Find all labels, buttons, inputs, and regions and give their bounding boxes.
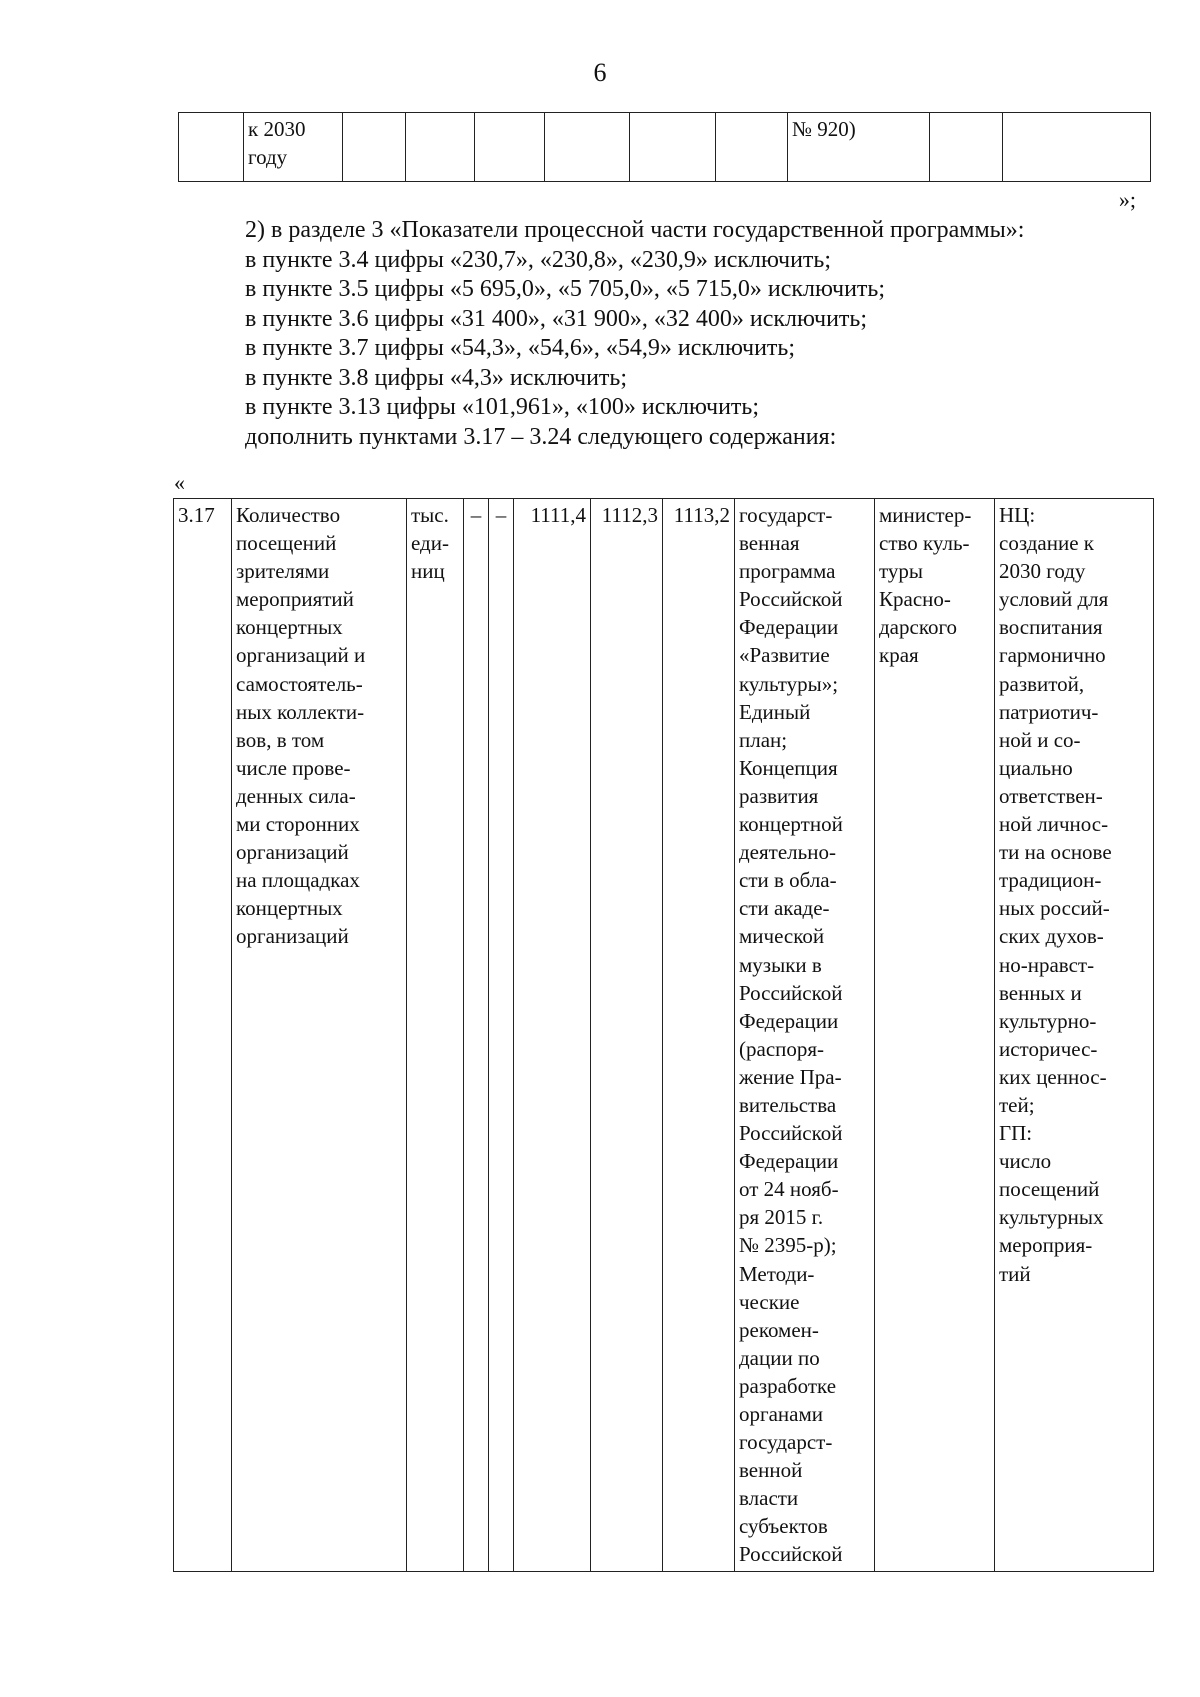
value-year-3: 1113,2 xyxy=(663,499,735,1572)
row-number: 3.17 xyxy=(174,499,232,1572)
base-value-dash: – xyxy=(464,499,489,1572)
cell-line: организаций xyxy=(236,924,349,949)
cell-line: ниц xyxy=(411,559,445,584)
cell-line: ных коллекти- xyxy=(236,699,365,724)
cell-line: ря 2015 г. xyxy=(739,1205,824,1230)
value-year-1: 1111,4 xyxy=(514,499,591,1572)
value-year-2: 1112,3 xyxy=(591,499,663,1572)
cell-line: (распоря- xyxy=(739,1036,825,1061)
cell-line: концертных xyxy=(236,896,343,921)
cell-line: министер- xyxy=(879,503,972,527)
cell-line: гармонично xyxy=(999,643,1106,668)
cell-line: Федерации xyxy=(739,1149,839,1174)
page-number: 6 xyxy=(593,58,607,87)
cell-line: рекомен- xyxy=(739,1317,819,1342)
cell-line: венных и xyxy=(999,980,1082,1005)
cell-line: число xyxy=(999,1149,1052,1174)
closing-quote: »; xyxy=(1118,187,1136,212)
cell-line: тей; xyxy=(999,1092,1035,1117)
cell-line: культуры»; xyxy=(739,671,839,696)
cell-line: государст- xyxy=(739,1430,833,1455)
cell-line: Концепция xyxy=(739,755,838,780)
cell-line: ной и со- xyxy=(999,727,1081,752)
text-line: в пункте 3.6 цифры «31 400», «31 900», «32 400» исключить; xyxy=(245,305,868,332)
cell-line: ми сторонних xyxy=(236,812,360,837)
cell-line: сти акаде- xyxy=(739,896,830,921)
text-line: в пункте 3.7 цифры «54,3», «54,6», «54,9» исключить; xyxy=(245,335,796,361)
continuation-table xyxy=(178,112,1151,182)
cell-line: музыки в xyxy=(739,952,822,977)
cell-line: венной xyxy=(739,1458,803,1483)
cell-line: мероприя- xyxy=(999,1233,1093,1258)
top-cell-ref: № 920) xyxy=(788,113,930,182)
cell-line: субъектов xyxy=(739,1514,828,1539)
cell-line: Федерации xyxy=(739,615,839,640)
cell-line: № 2395-р); xyxy=(739,1233,837,1258)
cell-line: государст- xyxy=(739,503,833,527)
cell-line: воспитания xyxy=(999,615,1103,640)
indicators-table xyxy=(173,498,1154,1572)
source-document xyxy=(735,499,875,1572)
cell-line: еди- xyxy=(411,531,449,556)
base-year-dash: – xyxy=(489,499,514,1572)
text-line: в пункте 3.5 цифры «5 695,0», «5 705,0», «5 715,0» исключить; xyxy=(245,276,886,302)
goal-link xyxy=(995,499,1154,1572)
cell-line: историчес- xyxy=(999,1036,1098,1061)
cell-line: ских духов- xyxy=(999,924,1104,949)
opening-quote: « xyxy=(174,470,185,495)
cell-line: 2030 году xyxy=(999,559,1086,584)
cell-line: дации по xyxy=(739,1345,820,1370)
cell-line: деятельно- xyxy=(739,840,836,865)
cell-line: «Развитие xyxy=(739,643,830,668)
cell-line: вов, в том xyxy=(236,727,325,752)
top-cell-1 xyxy=(179,113,244,182)
cell-line: ких ценнос- xyxy=(999,1064,1107,1089)
cell-line: разработке xyxy=(739,1373,837,1398)
text-line: в пункте 3.4 цифры «230,7», «230,8», «230,9» исключить; xyxy=(245,246,832,273)
cell-line: условий для xyxy=(999,587,1109,612)
cell-line: самостоятель- xyxy=(236,671,363,696)
cell-line: ти на основе xyxy=(999,840,1112,865)
indicator-name xyxy=(232,499,407,1572)
cell-line: от 24 нояб- xyxy=(739,1177,839,1202)
cell-line: посещений xyxy=(999,1177,1100,1202)
cell-line: ных россий- xyxy=(999,896,1110,921)
cell-line: мероприятий xyxy=(236,587,354,612)
text-line: в пункте 3.13 цифры «101,961», «100» исключить; xyxy=(245,394,760,420)
cell-line: тыс. xyxy=(411,503,449,527)
cell-line: организаций xyxy=(236,840,349,865)
cell-line: Методи- xyxy=(739,1261,815,1286)
cell-line: Единый xyxy=(739,699,811,724)
cell-line: культурно- xyxy=(999,1008,1097,1033)
unit-cell xyxy=(407,499,464,1572)
cell-line: Российской xyxy=(739,1542,843,1567)
cell-line: традицион- xyxy=(999,868,1102,893)
cell-line: числе прове- xyxy=(236,755,351,780)
cell-line: развитой, xyxy=(999,671,1085,696)
cell-line: Российской xyxy=(739,1121,843,1146)
cell-line: жение Пра- xyxy=(739,1064,842,1089)
cell-line: власти xyxy=(739,1486,799,1511)
cell-line: Российской xyxy=(739,980,843,1005)
cell-line: денных сила- xyxy=(236,783,356,808)
cell-line: края xyxy=(879,643,919,668)
cell-line: Красно- xyxy=(879,587,951,612)
responsible-body xyxy=(875,499,995,1572)
cell-line: ГП: xyxy=(999,1121,1033,1146)
cell-line: концертной xyxy=(739,812,843,837)
cell-line: программа xyxy=(739,559,836,584)
cell-line: зрителями xyxy=(236,559,330,584)
cell-line: план; xyxy=(739,727,788,752)
cell-line: вительства xyxy=(739,1092,837,1117)
cell-line: Федерации xyxy=(739,1008,839,1033)
cell-line: туры xyxy=(879,559,924,584)
cell-line: ство куль- xyxy=(879,531,970,556)
cell-line: Российской xyxy=(739,587,843,612)
cell-line: циально xyxy=(999,755,1073,780)
cell-line: создание к xyxy=(999,531,1094,556)
cell-line: посещений xyxy=(236,531,337,556)
cell-line: ной личнос- xyxy=(999,812,1109,837)
top-cell-year: к 2030 году xyxy=(244,113,343,182)
cell-line: органами xyxy=(739,1402,824,1426)
cell-line: дарского xyxy=(879,615,958,640)
cell-line: тий xyxy=(999,1261,1031,1286)
cell-line: Количество xyxy=(236,503,341,527)
cell-line: ответствен- xyxy=(999,783,1103,808)
cell-line: организаций и xyxy=(236,643,366,668)
text-line: дополнить пунктами 3.17 – 3.24 следующего содержания: xyxy=(245,423,837,450)
cell-line: НЦ: xyxy=(999,503,1036,527)
cell-line: сти в обла- xyxy=(739,868,837,893)
text-line: в пункте 3.8 цифры «4,3» исключить; xyxy=(245,364,628,391)
cell-line: венная xyxy=(739,531,800,556)
cell-line: культурных xyxy=(999,1205,1104,1230)
cell-line: патриотич- xyxy=(999,699,1099,724)
cell-line: но-нравст- xyxy=(999,952,1095,977)
cell-line: мической xyxy=(739,924,825,949)
amendment-text xyxy=(245,216,1165,452)
cell-line: на площадках xyxy=(236,868,360,893)
cell-line: ческие xyxy=(739,1289,800,1314)
text-line: 2) в разделе 3 «Показатели процессной части государственной программы»: xyxy=(245,217,1025,243)
cell-line: развития xyxy=(739,783,819,808)
cell-line: концертных xyxy=(236,615,343,640)
